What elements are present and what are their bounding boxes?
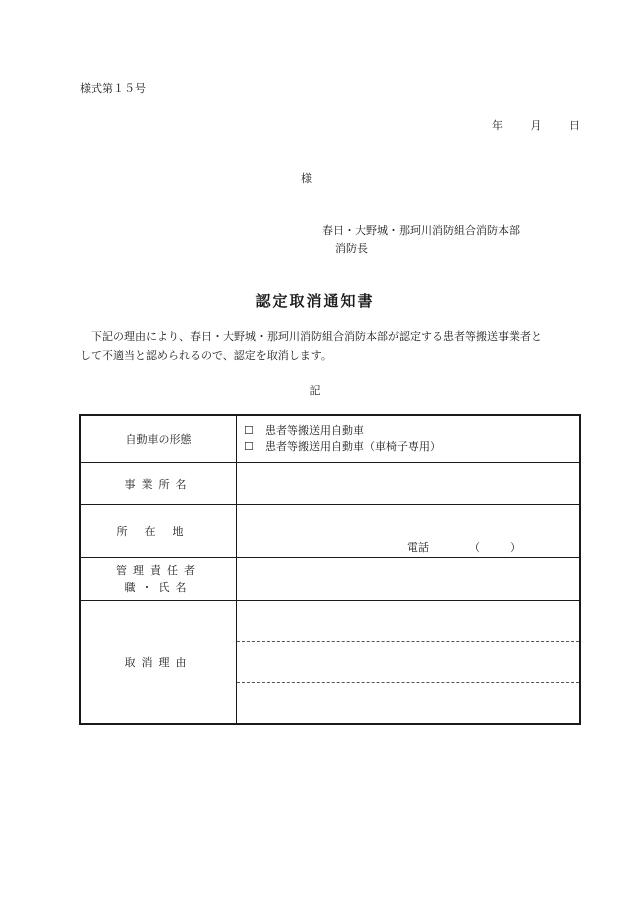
location-label: 所在地: [80, 505, 237, 558]
reason-line[interactable]: [237, 683, 579, 723]
vehicle-option[interactable]: [237, 439, 579, 455]
office-name-row: [80, 463, 580, 505]
manager-field[interactable]: [237, 558, 581, 601]
form-table: [79, 414, 581, 725]
checkbox[interactable]: ☐: [244, 440, 254, 453]
vehicle-option-label: 患者等搬送用自動車（車椅子専用）: [265, 440, 441, 453]
vehicle-option[interactable]: [237, 423, 579, 439]
location-field[interactable]: [237, 505, 581, 558]
vehicle-type-row: [80, 415, 580, 463]
sender-title: 消防長: [335, 242, 368, 255]
manager-row: [80, 558, 580, 601]
ki-marker: 記: [309, 384, 321, 397]
date-year: 年: [492, 119, 503, 132]
date-day: 日: [569, 119, 580, 132]
phone-line: [407, 539, 521, 555]
reason-row: [80, 601, 580, 725]
reason-field[interactable]: [237, 601, 581, 725]
form-number: 様式第１５号: [80, 82, 146, 95]
vehicle-option-label: 患者等搬送用自動車: [265, 424, 364, 437]
addressee-suffix: 様: [301, 172, 312, 185]
phone-label: 電話: [407, 541, 429, 554]
office-name-field[interactable]: [237, 463, 581, 505]
reason-line[interactable]: [237, 642, 579, 683]
body-text: 下記の理由により、春日・大野城・那珂川消防組合消防本部が認定する患者等搬送事業者として不適当と認められるので、認定を取消します。: [80, 330, 542, 362]
office-name-label: 事業所名: [80, 463, 237, 505]
sender-organization: 春日・大野城・那珂川消防組合消防本部: [322, 224, 520, 237]
vehicle-type-options: [237, 415, 581, 463]
reason-label: 取消理由: [80, 601, 237, 725]
date-month: 月: [530, 119, 542, 132]
location-row: [80, 505, 580, 558]
manager-label: 管理責任者 職・氏名: [80, 558, 237, 601]
phone-close-paren: ）: [510, 541, 521, 554]
vehicle-type-label: 自動車の形態: [80, 415, 237, 463]
document-title: 認定取消通知書: [255, 292, 375, 310]
reason-line[interactable]: [237, 601, 579, 642]
checkbox[interactable]: ☐: [244, 424, 254, 437]
phone-open-paren: （: [469, 541, 480, 554]
date-line: [468, 117, 580, 133]
